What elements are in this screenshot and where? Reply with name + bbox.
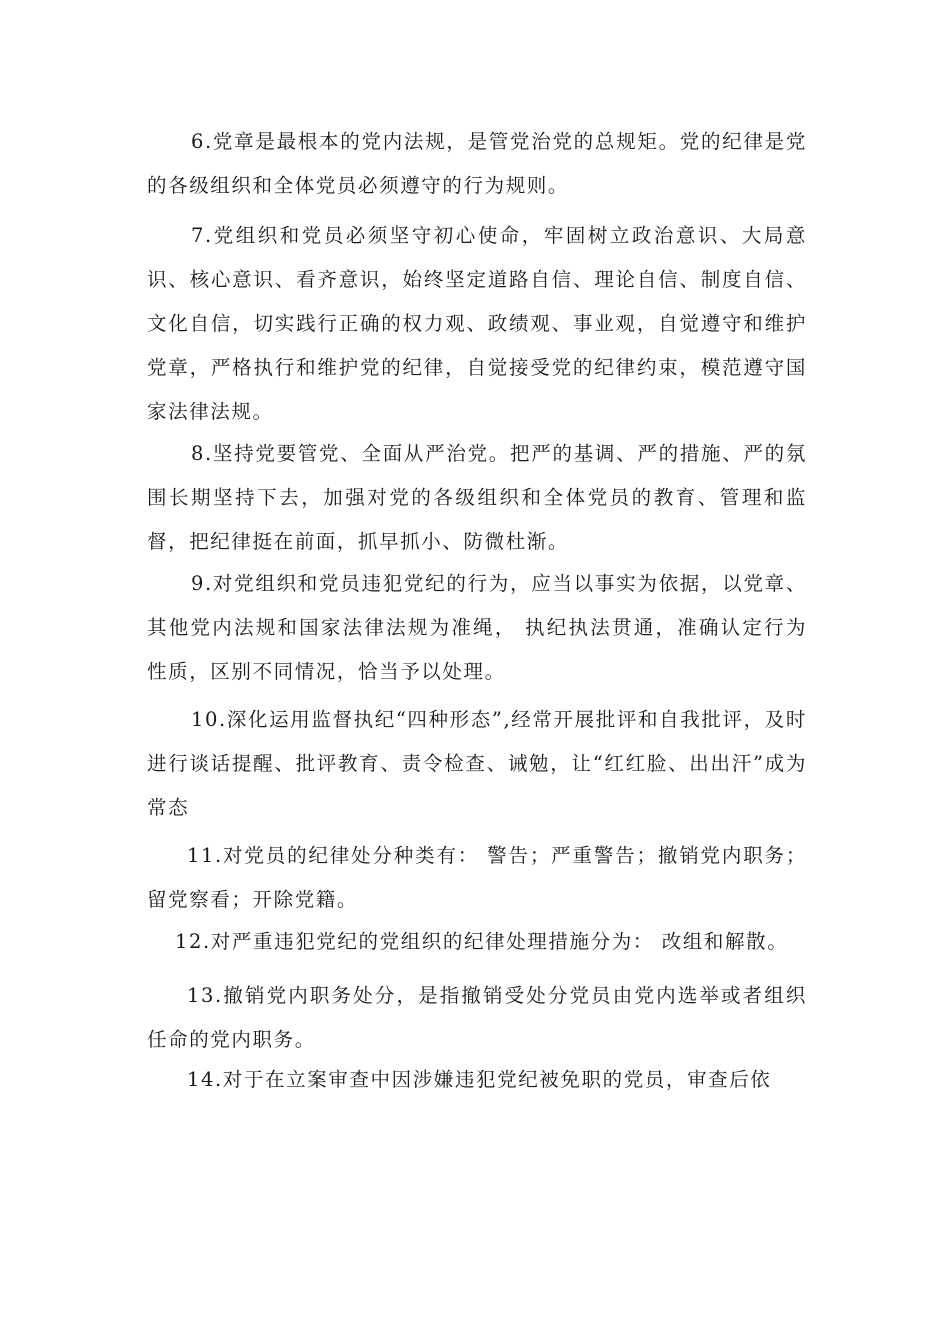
paragraph-8: 8.坚持党要管党、全面从严治党。把严的基调、严的措施、严的氛围长期坚持下去，加强对党的各级组织和全体党员的教育、管理和监督，把纪律挺在前面，抓早抓小、防微杜渐。 — [147, 442, 807, 553]
paragraph-7: 7.党组织和党员必须坚守初心使命，牢固树立政治意识、大局意识、核心意识、看齐意识，始终坚定道路自信、理论自信、制度自信、文化自信，切实践行正确的权力观、政绩观、事业观，自觉遵守和维护党章，严格执行和维护党的纪律，自觉接受党的纪律约束，模范遵守国家法律法规。 — [147, 224, 807, 423]
paragraph-13: 13.撤销党内职务处分，是指撤销受处分党员由党内选举或者组织任命的党内职务。 — [147, 984, 807, 1051]
paragraph-14: 14.对于在立案审查中因涉嫌违犯党纪被免职的党员，审查后依 — [187, 1068, 772, 1091]
paragraph-11: 11.对党员的纪律处分种类有： 警告；严重警告；撤销党内职务；留党察看；开除党籍。 — [147, 844, 807, 911]
paragraph-6: 6.党章是最根本的党内法规，是管党治党的总规矩。党的纪律是党的各级组织和全体党员必须遵守的行为规则。 — [147, 130, 807, 197]
paragraph-9: 9.对党组织和党员违犯党纪的行为，应当以事实为依据，以党章、其他党内法规和国家法律法规为准绳， 执纪执法贯通，准确认定行为性质，区别不同情况，恰当予以处理。 — [147, 572, 807, 683]
paragraph-12: 12.对严重违犯党纪的党组织的纪律处理措施分为： 改组和解散。 — [175, 930, 789, 953]
paragraph-10: 10.深化运用监督执纪“四种形态”,经常开展批评和自我批评，及时进行谈话提醒、批评教育、责令检查、诫勉，让“红红脸、出出汗”成为常态 — [147, 708, 807, 819]
